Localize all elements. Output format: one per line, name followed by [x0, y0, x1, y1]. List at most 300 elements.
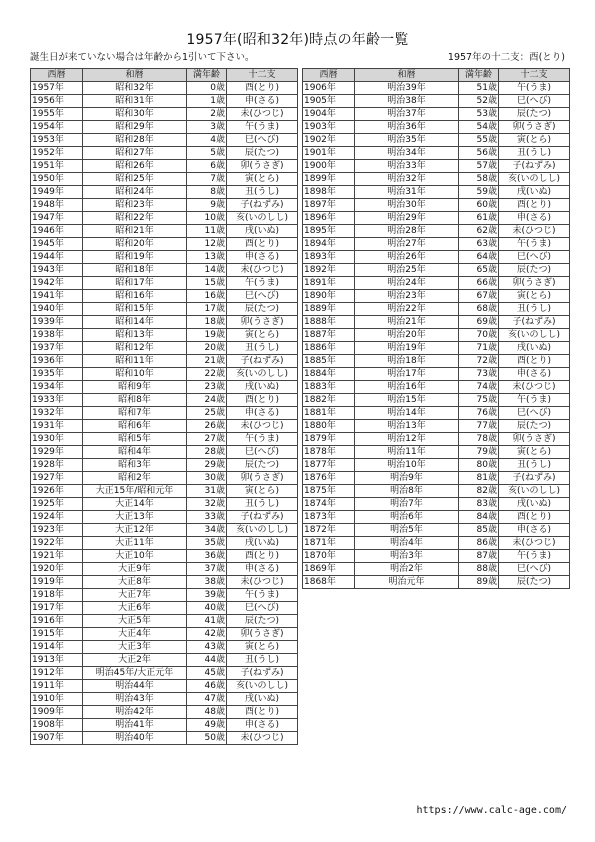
cell-japanese-era: 明治37年	[355, 108, 459, 121]
table-row	[303, 355, 570, 368]
cell-western-year: 1895年	[303, 225, 355, 238]
cell-japanese-era: 昭和15年	[83, 303, 187, 316]
cell-japanese-era: 明治42年	[83, 706, 187, 719]
cell-japanese-era: 昭和20年	[83, 238, 187, 251]
table-row	[31, 342, 298, 355]
cell-western-year: 1952年	[31, 147, 83, 160]
cell-zodiac: 未(ひつじ)	[227, 264, 298, 277]
cell-japanese-era: 昭和32年	[83, 82, 187, 95]
cell-age: 53歳	[459, 108, 499, 121]
cell-japanese-era: 昭和29年	[83, 121, 187, 134]
cell-japanese-era: 明治23年	[355, 290, 459, 303]
table-row	[303, 485, 570, 498]
table-row	[31, 628, 298, 641]
table-row	[31, 121, 298, 134]
header-zodiac: 十二支	[499, 69, 570, 82]
cell-zodiac: 辰(たつ)	[499, 576, 570, 589]
cell-zodiac: 申(さる)	[499, 524, 570, 537]
cell-zodiac: 寅(とら)	[499, 290, 570, 303]
cell-zodiac: 午(うま)	[227, 121, 298, 134]
table-row	[303, 212, 570, 225]
cell-age: 80歳	[459, 459, 499, 472]
cell-zodiac: 辰(たつ)	[227, 459, 298, 472]
table-row	[31, 147, 298, 160]
cell-japanese-era: 昭和13年	[83, 329, 187, 342]
cell-western-year: 1928年	[31, 459, 83, 472]
cell-western-year: 1956年	[31, 95, 83, 108]
cell-age: 60歳	[459, 199, 499, 212]
cell-zodiac: 戌(いぬ)	[227, 537, 298, 550]
cell-japanese-era: 大正11年	[83, 537, 187, 550]
cell-zodiac: 辰(たつ)	[499, 108, 570, 121]
cell-western-year: 1923年	[31, 524, 83, 537]
cell-age: 76歳	[459, 407, 499, 420]
table-row	[31, 186, 298, 199]
cell-age: 45歳	[187, 667, 227, 680]
table-row	[31, 563, 298, 576]
cell-age: 81歳	[459, 472, 499, 485]
cell-zodiac: 申(さる)	[227, 563, 298, 576]
table-row	[31, 433, 298, 446]
cell-zodiac: 巳(へび)	[499, 407, 570, 420]
cell-age: 86歳	[459, 537, 499, 550]
table-row	[303, 147, 570, 160]
cell-western-year: 1891年	[303, 277, 355, 290]
cell-western-year: 1882年	[303, 394, 355, 407]
table-row	[31, 355, 298, 368]
cell-western-year: 1868年	[303, 576, 355, 589]
header-age: 満年齢	[187, 69, 227, 82]
cell-japanese-era: 明治5年	[355, 524, 459, 537]
cell-age: 63歳	[459, 238, 499, 251]
cell-age: 43歳	[187, 641, 227, 654]
cell-zodiac: 丑(うし)	[499, 459, 570, 472]
cell-zodiac: 未(ひつじ)	[227, 576, 298, 589]
table-row	[303, 524, 570, 537]
cell-western-year: 1874年	[303, 498, 355, 511]
cell-japanese-era: 明治9年	[355, 472, 459, 485]
cell-western-year: 1955年	[31, 108, 83, 121]
cell-western-year: 1938年	[31, 329, 83, 342]
birthday-note: 誕生日が来ていない場合は年齢から1引いて下さい。	[30, 52, 255, 63]
cell-age: 89歳	[459, 576, 499, 589]
cell-age: 23歳	[187, 381, 227, 394]
cell-japanese-era: 明治11年	[355, 446, 459, 459]
cell-western-year: 1927年	[31, 472, 83, 485]
cell-western-year: 1914年	[31, 641, 83, 654]
header-western-year: 西暦	[31, 69, 83, 82]
table-row	[31, 290, 298, 303]
cell-japanese-era: 明治6年	[355, 511, 459, 524]
cell-zodiac: 卯(うさぎ)	[227, 628, 298, 641]
cell-zodiac: 卯(うさぎ)	[499, 433, 570, 446]
cell-zodiac: 未(ひつじ)	[499, 537, 570, 550]
cell-western-year: 1903年	[303, 121, 355, 134]
table-row	[31, 537, 298, 550]
cell-japanese-era: 明治34年	[355, 147, 459, 160]
cell-western-year: 1926年	[31, 485, 83, 498]
cell-western-year: 1876年	[303, 472, 355, 485]
cell-zodiac: 酉(とり)	[499, 511, 570, 524]
cell-age: 18歳	[187, 316, 227, 329]
cell-japanese-era: 明治30年	[355, 199, 459, 212]
cell-zodiac: 寅(とら)	[227, 485, 298, 498]
cell-zodiac: 丑(うし)	[499, 147, 570, 160]
table-row	[31, 160, 298, 173]
table-row	[303, 537, 570, 550]
cell-age: 21歳	[187, 355, 227, 368]
cell-japanese-era: 昭和22年	[83, 212, 187, 225]
table-header-row	[31, 69, 298, 82]
cell-japanese-era: 昭和8年	[83, 394, 187, 407]
cell-japanese-era: 明治27年	[355, 238, 459, 251]
table-row	[303, 264, 570, 277]
cell-western-year: 1918年	[31, 589, 83, 602]
cell-western-year: 1950年	[31, 173, 83, 186]
table-row	[31, 446, 298, 459]
table-row	[303, 498, 570, 511]
cell-zodiac: 午(うま)	[499, 394, 570, 407]
cell-zodiac: 亥(いのしし)	[227, 368, 298, 381]
cell-japanese-era: 明治19年	[355, 342, 459, 355]
cell-japanese-era: 大正5年	[83, 615, 187, 628]
cell-age: 5歳	[187, 147, 227, 160]
cell-age: 38歳	[187, 576, 227, 589]
cell-age: 79歳	[459, 446, 499, 459]
table-row	[31, 680, 298, 693]
cell-western-year: 1953年	[31, 134, 83, 147]
cell-zodiac: 辰(たつ)	[499, 264, 570, 277]
cell-western-year: 1957年	[31, 82, 83, 95]
cell-western-year: 1898年	[303, 186, 355, 199]
table-row	[303, 342, 570, 355]
table-row	[303, 186, 570, 199]
cell-age: 40歳	[187, 602, 227, 615]
table-row	[31, 95, 298, 108]
cell-age: 7歳	[187, 173, 227, 186]
cell-age: 0歳	[187, 82, 227, 95]
cell-western-year: 1913年	[31, 654, 83, 667]
cell-zodiac: 寅(とら)	[227, 641, 298, 654]
cell-western-year: 1904年	[303, 108, 355, 121]
cell-zodiac: 午(うま)	[227, 277, 298, 290]
cell-japanese-era: 明治20年	[355, 329, 459, 342]
cell-zodiac: 亥(いのしし)	[227, 524, 298, 537]
cell-zodiac: 辰(たつ)	[227, 615, 298, 628]
cell-age: 41歳	[187, 615, 227, 628]
cell-japanese-era: 明治24年	[355, 277, 459, 290]
site-url[interactable]: https://www.calc-age.com/	[416, 805, 567, 816]
cell-age: 72歳	[459, 355, 499, 368]
cell-western-year: 1949年	[31, 186, 83, 199]
cell-zodiac: 辰(たつ)	[499, 420, 570, 433]
table-row	[31, 381, 298, 394]
cell-western-year: 1924年	[31, 511, 83, 524]
cell-zodiac: 巳(へび)	[227, 446, 298, 459]
cell-age: 15歳	[187, 277, 227, 290]
cell-western-year: 1881年	[303, 407, 355, 420]
cell-zodiac: 戌(いぬ)	[499, 186, 570, 199]
table-row	[303, 433, 570, 446]
cell-western-year: 1890年	[303, 290, 355, 303]
cell-age: 47歳	[187, 693, 227, 706]
cell-western-year: 1900年	[303, 160, 355, 173]
cell-japanese-era: 明治7年	[355, 498, 459, 511]
table-row	[303, 511, 570, 524]
cell-western-year: 1910年	[31, 693, 83, 706]
cell-western-year: 1920年	[31, 563, 83, 576]
cell-japanese-era: 明治12年	[355, 433, 459, 446]
cell-japanese-era: 明治10年	[355, 459, 459, 472]
cell-western-year: 1869年	[303, 563, 355, 576]
cell-zodiac: 卯(うさぎ)	[499, 121, 570, 134]
cell-japanese-era: 明治38年	[355, 95, 459, 108]
cell-western-year: 1893年	[303, 251, 355, 264]
cell-western-year: 1871年	[303, 537, 355, 550]
cell-age: 4歳	[187, 134, 227, 147]
table-row	[303, 251, 570, 264]
table-row	[303, 459, 570, 472]
cell-age: 36歳	[187, 550, 227, 563]
cell-zodiac: 酉(とり)	[227, 550, 298, 563]
cell-japanese-era: 大正4年	[83, 628, 187, 641]
cell-age: 83歳	[459, 498, 499, 511]
cell-age: 68歳	[459, 303, 499, 316]
cell-age: 59歳	[459, 186, 499, 199]
cell-western-year: 1921年	[31, 550, 83, 563]
age-table-right	[302, 68, 570, 589]
cell-western-year: 1936年	[31, 355, 83, 368]
cell-western-year: 1917年	[31, 602, 83, 615]
table-row	[31, 173, 298, 186]
cell-japanese-era: 大正2年	[83, 654, 187, 667]
cell-zodiac: 酉(とり)	[499, 355, 570, 368]
cell-western-year: 1940年	[31, 303, 83, 316]
cell-western-year: 1915年	[31, 628, 83, 641]
cell-japanese-era: 昭和28年	[83, 134, 187, 147]
cell-western-year: 1945年	[31, 238, 83, 251]
cell-age: 37歳	[187, 563, 227, 576]
cell-japanese-era: 昭和19年	[83, 251, 187, 264]
cell-zodiac: 寅(とら)	[227, 329, 298, 342]
cell-japanese-era: 明治4年	[355, 537, 459, 550]
cell-japanese-era: 昭和27年	[83, 147, 187, 160]
cell-japanese-era: 大正8年	[83, 576, 187, 589]
cell-japanese-era: 大正9年	[83, 563, 187, 576]
cell-zodiac: 丑(うし)	[227, 186, 298, 199]
cell-japanese-era: 明治31年	[355, 186, 459, 199]
cell-age: 39歳	[187, 589, 227, 602]
cell-age: 48歳	[187, 706, 227, 719]
cell-japanese-era: 明治元年	[355, 576, 459, 589]
cell-age: 62歳	[459, 225, 499, 238]
table-row	[303, 173, 570, 186]
table-row	[303, 420, 570, 433]
cell-japanese-era: 昭和11年	[83, 355, 187, 368]
cell-western-year: 1943年	[31, 264, 83, 277]
cell-zodiac: 亥(いのしし)	[499, 485, 570, 498]
cell-age: 1歳	[187, 95, 227, 108]
table-row	[303, 225, 570, 238]
cell-age: 24歳	[187, 394, 227, 407]
cell-japanese-era: 昭和25年	[83, 173, 187, 186]
cell-zodiac: 酉(とり)	[227, 394, 298, 407]
table-row	[303, 394, 570, 407]
cell-age: 77歳	[459, 420, 499, 433]
cell-age: 64歳	[459, 251, 499, 264]
cell-japanese-era: 明治32年	[355, 173, 459, 186]
cell-western-year: 1906年	[303, 82, 355, 95]
table-row	[31, 472, 298, 485]
cell-zodiac: 辰(たつ)	[227, 147, 298, 160]
cell-zodiac: 辰(たつ)	[227, 303, 298, 316]
cell-age: 71歳	[459, 342, 499, 355]
cell-age: 74歳	[459, 381, 499, 394]
cell-japanese-era: 明治39年	[355, 82, 459, 95]
cell-western-year: 1947年	[31, 212, 83, 225]
table-row	[303, 381, 570, 394]
cell-age: 67歳	[459, 290, 499, 303]
cell-japanese-era: 明治15年	[355, 394, 459, 407]
table-row	[303, 316, 570, 329]
cell-age: 85歳	[459, 524, 499, 537]
table-row	[303, 160, 570, 173]
cell-zodiac: 卯(うさぎ)	[227, 472, 298, 485]
table-row	[303, 576, 570, 589]
cell-western-year: 1912年	[31, 667, 83, 680]
cell-western-year: 1937年	[31, 342, 83, 355]
table-body-right	[303, 82, 570, 589]
table-row	[31, 589, 298, 602]
cell-age: 27歳	[187, 433, 227, 446]
cell-zodiac: 未(ひつじ)	[227, 108, 298, 121]
cell-japanese-era: 昭和5年	[83, 433, 187, 446]
cell-western-year: 1887年	[303, 329, 355, 342]
cell-zodiac: 子(ねずみ)	[227, 667, 298, 680]
cell-age: 31歳	[187, 485, 227, 498]
cell-western-year: 1946年	[31, 225, 83, 238]
cell-western-year: 1930年	[31, 433, 83, 446]
cell-zodiac: 酉(とり)	[499, 199, 570, 212]
cell-western-year: 1934年	[31, 381, 83, 394]
cell-age: 35歳	[187, 537, 227, 550]
cell-age: 10歳	[187, 212, 227, 225]
cell-zodiac: 巳(へび)	[499, 563, 570, 576]
cell-zodiac: 申(さる)	[499, 212, 570, 225]
cell-zodiac: 寅(とら)	[227, 173, 298, 186]
cell-age: 3歳	[187, 121, 227, 134]
cell-japanese-era: 昭和17年	[83, 277, 187, 290]
table-row	[303, 134, 570, 147]
cell-western-year: 1908年	[31, 719, 83, 732]
cell-age: 13歳	[187, 251, 227, 264]
cell-western-year: 1879年	[303, 433, 355, 446]
cell-japanese-era: 昭和31年	[83, 95, 187, 108]
cell-western-year: 1922年	[31, 537, 83, 550]
cell-japanese-era: 昭和26年	[83, 160, 187, 173]
cell-japanese-era: 明治22年	[355, 303, 459, 316]
cell-japanese-era: 大正14年	[83, 498, 187, 511]
cell-age: 57歳	[459, 160, 499, 173]
table-row	[303, 290, 570, 303]
cell-japanese-era: 明治14年	[355, 407, 459, 420]
cell-age: 8歳	[187, 186, 227, 199]
table-row	[31, 264, 298, 277]
cell-age: 29歳	[187, 459, 227, 472]
cell-japanese-era: 明治21年	[355, 316, 459, 329]
cell-japanese-era: 明治28年	[355, 225, 459, 238]
table-row	[31, 706, 298, 719]
table-row	[31, 459, 298, 472]
cell-japanese-era: 明治8年	[355, 485, 459, 498]
year-zodiac-label: 1957年の十二支：酉(とり)	[447, 52, 565, 63]
cell-western-year: 1880年	[303, 420, 355, 433]
cell-age: 2歳	[187, 108, 227, 121]
cell-age: 58歳	[459, 173, 499, 186]
cell-zodiac: 子(ねずみ)	[499, 160, 570, 173]
table-row	[31, 316, 298, 329]
cell-japanese-era: 昭和10年	[83, 368, 187, 381]
cell-zodiac: 子(ねずみ)	[227, 355, 298, 368]
cell-age: 9歳	[187, 199, 227, 212]
cell-japanese-era: 昭和12年	[83, 342, 187, 355]
cell-western-year: 1888年	[303, 316, 355, 329]
cell-western-year: 1886年	[303, 342, 355, 355]
cell-age: 33歳	[187, 511, 227, 524]
cell-japanese-era: 明治35年	[355, 134, 459, 147]
table-row	[31, 654, 298, 667]
table-row	[31, 394, 298, 407]
cell-western-year: 1911年	[31, 680, 83, 693]
cell-zodiac: 酉(とり)	[227, 82, 298, 95]
cell-western-year: 1884年	[303, 368, 355, 381]
cell-japanese-era: 昭和9年	[83, 381, 187, 394]
cell-western-year: 1935年	[31, 368, 83, 381]
cell-japanese-era: 明治40年	[83, 732, 187, 745]
cell-western-year: 1933年	[31, 394, 83, 407]
cell-western-year: 1909年	[31, 706, 83, 719]
cell-zodiac: 巳(へび)	[227, 134, 298, 147]
cell-zodiac: 亥(いのしし)	[499, 173, 570, 186]
cell-age: 25歳	[187, 407, 227, 420]
table-row	[303, 368, 570, 381]
cell-zodiac: 午(うま)	[499, 82, 570, 95]
cell-western-year: 1894年	[303, 238, 355, 251]
cell-age: 32歳	[187, 498, 227, 511]
cell-zodiac: 巳(へび)	[227, 290, 298, 303]
age-table-left	[30, 68, 298, 745]
cell-japanese-era: 昭和18年	[83, 264, 187, 277]
cell-western-year: 1941年	[31, 290, 83, 303]
cell-age: 34歳	[187, 524, 227, 537]
cell-zodiac: 卯(うさぎ)	[227, 160, 298, 173]
cell-age: 26歳	[187, 420, 227, 433]
cell-western-year: 1951年	[31, 160, 83, 173]
cell-age: 87歳	[459, 550, 499, 563]
table-row	[31, 524, 298, 537]
cell-western-year: 1875年	[303, 485, 355, 498]
cell-japanese-era: 明治17年	[355, 368, 459, 381]
table-row	[303, 472, 570, 485]
cell-zodiac: 寅(とら)	[499, 446, 570, 459]
cell-zodiac: 丑(うし)	[499, 303, 570, 316]
cell-zodiac: 申(さる)	[499, 368, 570, 381]
cell-zodiac: 亥(いのしし)	[499, 329, 570, 342]
cell-japanese-era: 明治25年	[355, 264, 459, 277]
cell-zodiac: 戌(いぬ)	[227, 225, 298, 238]
cell-zodiac: 酉(とり)	[227, 238, 298, 251]
cell-zodiac: 申(さる)	[227, 251, 298, 264]
